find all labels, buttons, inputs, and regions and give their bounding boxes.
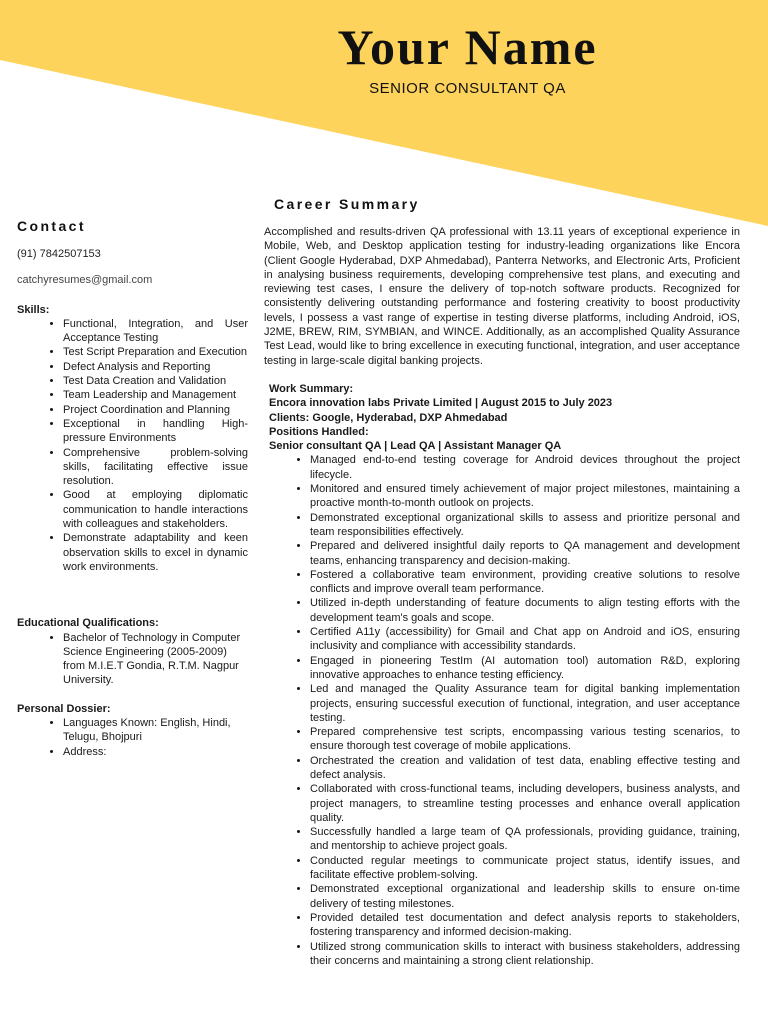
list-item: • Languages Known: English, Hindi, Telugu, Bhojpuri bbox=[63, 716, 248, 745]
list-item: • Demonstrated exceptional organizational skills to assess and prioritize personal and team responsibilities effectively. bbox=[310, 511, 740, 540]
list-item: • Engaged in pioneering TestIm (AI automation tool) automation R&D, exploring innovative approaches to enhance testing efficiency. bbox=[310, 654, 740, 683]
work-summary bbox=[264, 382, 740, 453]
list-item: • Comprehensive problem-solving skills, facilitating effective issue resolution. bbox=[63, 446, 248, 489]
right-column bbox=[264, 225, 740, 968]
list-item: • Team Leadership and Management bbox=[63, 388, 248, 402]
list-item: • Prepared and delivered insightful daily reports to QA management and development teams, enhancing transparency and decision-making. bbox=[310, 539, 740, 568]
personal-heading: Personal Dossier: bbox=[17, 702, 111, 715]
list-item: • Defect Analysis and Reporting bbox=[63, 360, 248, 374]
work-company: Encora innovation labs Private Limited | August 2015 to July 2023 bbox=[269, 397, 613, 410]
positions-heading: Positions Handled: bbox=[269, 425, 369, 438]
personal-list bbox=[17, 716, 248, 759]
list-item: • Prepared comprehensive test scripts, encompassing various testing scenarios, to ensure thorough test coverage of mobile applications. bbox=[310, 725, 740, 754]
skills-list bbox=[17, 317, 248, 574]
positions-line: Senior consultant QA | Lead QA | Assistant Manager QA bbox=[269, 440, 562, 453]
work-list bbox=[264, 453, 740, 968]
list-item: • Demonstrate adaptability and keen observation skills to excel in dynamic work environments. bbox=[63, 531, 248, 574]
career-summary-text: Accomplished and results-driven QA professional with 13.11 years of exceptional experience in Mobile, Web, and Desktop application testing for industry-leading organizations like Encora (Client Google Hyderabad, DXP Ahmedabad), Panterra Networks, and Electronic Arts, Proficient in analysing business requirements, developing comprehensive test plans, and executing and reviewing test cases, I ensure the delivery of top-notch software products. Recognized for consistently delivering outstanding performance and fostering creativity to boost productivity levels, I possess a vast range of expertise in testing diverse platforms, including Android, iOS, J2ME, BREW, RIM, SYMBIAN, and WINCE. Additionally, as an accomplished Quality Assurance Test Lead, would like to bring excellence in executing functional, integration, and user acceptance testing in large-scale digital banking projects. bbox=[264, 226, 740, 367]
list-item: • Utilized in-depth understanding of feature documents to align testing efforts with the development team's goals and scope. bbox=[310, 596, 740, 625]
list-item: • Conducted regular meetings to communicate project status, identify issues, and facilitate effective problem-solving. bbox=[310, 854, 740, 883]
list-item: • Demonstrated exceptional organizational and leadership skills to ensure on-time delivery of testing milestones. bbox=[310, 882, 740, 911]
resume-title: SENIOR CONSULTANT QA bbox=[369, 80, 566, 97]
left-column bbox=[17, 247, 248, 759]
resume-name: Your Name bbox=[337, 19, 598, 75]
contact-phone: (91) 7842507153 bbox=[17, 248, 101, 260]
education-heading: Educational Qualifications: bbox=[17, 617, 159, 630]
education-list bbox=[17, 631, 248, 688]
list-item: • Fostered a collaborative team environment, providing creative solutions to resolve conflicts and improve overall team performance. bbox=[310, 568, 740, 597]
list-item: • Collaborated with cross-functional teams, including developers, business analysts, and project managers, to streamline testing processes and enhance overall application quality. bbox=[310, 782, 740, 825]
list-item: • Address: bbox=[63, 745, 248, 759]
list-item: • Test Script Preparation and Execution bbox=[63, 345, 248, 359]
list-item: • Successfully handled a large team of QA professionals, providing guidance, training, and mentorship to achieve project goals. bbox=[310, 825, 740, 854]
work-clients: Clients: Google, Hyderabad, DXP Ahmedabad bbox=[269, 411, 508, 424]
list-item: • Orchestrated the creation and validation of test data, enabling effective testing and defect analysis. bbox=[310, 754, 740, 783]
work-heading: Work Summary: bbox=[269, 382, 354, 395]
list-item: • Bachelor of Technology in Computer Science Engineering (2005-2009) from M.I.E.T Gondia, R.T.M. Nagpur University. bbox=[63, 631, 248, 688]
career-summary-heading: Career Summary bbox=[274, 196, 420, 212]
list-item: • Provided detailed test documentation and defect analysis reports to stakeholders, fostering transparency and informed decision-making. bbox=[310, 911, 740, 940]
list-item: • Project Coordination and Planning bbox=[63, 403, 248, 417]
skills-heading: Skills: bbox=[17, 303, 50, 316]
list-item: • Monitored and ensured timely achievement of major project milestones, maintaining a proactive month-to-month outlook on projects. bbox=[310, 482, 740, 511]
list-item: • Test Data Creation and Validation bbox=[63, 374, 248, 388]
contact-heading: Contact bbox=[17, 218, 86, 234]
list-item: • Functional, Integration, and User Acceptance Testing bbox=[63, 317, 248, 346]
list-item: • Managed end-to-end testing coverage for Android devices throughout the project lifecycle. bbox=[310, 453, 740, 482]
list-item: • Led and managed the Quality Assurance team for digital banking implementation projects, ensuring successful execution of functional, integration, and user acceptance testing. bbox=[310, 682, 740, 725]
list-item: • Good at employing diplomatic communication to handle interactions with colleagues and stakeholders. bbox=[63, 488, 248, 531]
list-item: • Utilized strong communication skills to interact with business stakeholders, addressing their concerns and maintaining a strong client relationship. bbox=[310, 940, 740, 969]
list-item: • Certified A11y (accessibility) for Gmail and Chat app on Android and iOS, ensuring inclusivity and compliance with accessibility standards. bbox=[310, 625, 740, 654]
contact-email[interactable]: catchyresumes@gmail.com bbox=[17, 274, 153, 287]
list-item: • Exceptional in handling High-pressure Environments bbox=[63, 417, 248, 446]
